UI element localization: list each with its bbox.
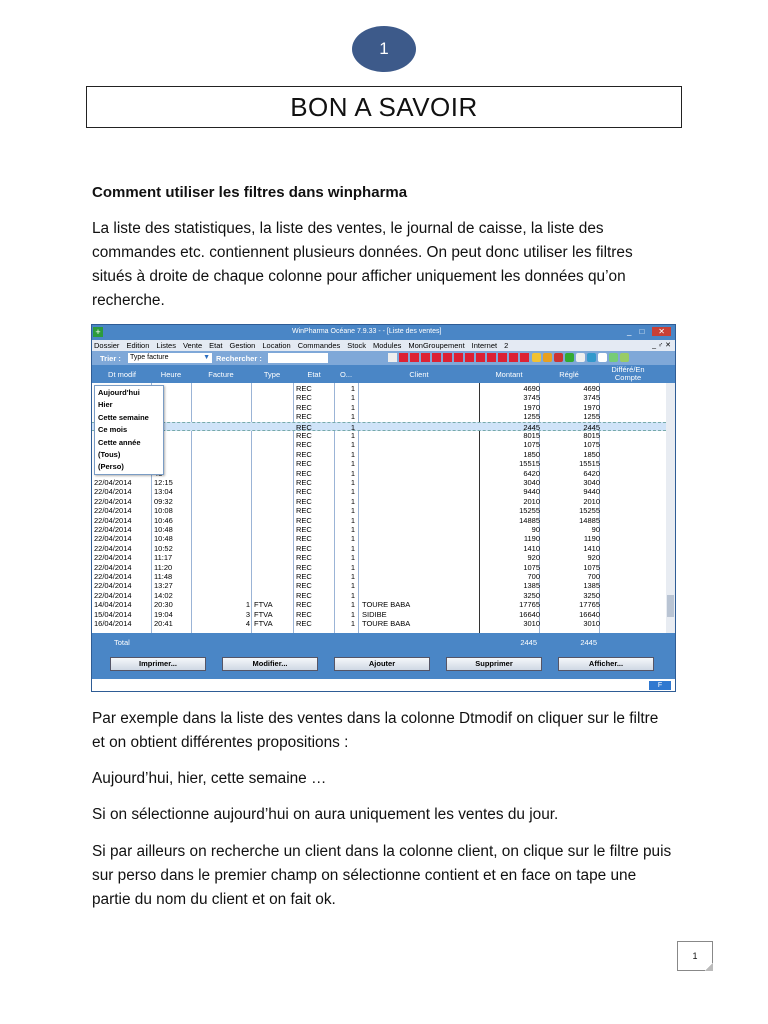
cell-type: FTVA <box>254 609 273 619</box>
cell-date: 22/04/2014 <box>94 581 132 591</box>
cell-o: 1 <box>350 496 355 506</box>
table-row[interactable] <box>92 610 666 619</box>
cell-regle: 1410 <box>583 543 600 553</box>
cell-type: FTVA <box>254 600 273 610</box>
cell-date: 22/04/2014 <box>94 525 132 534</box>
table-row[interactable] <box>92 506 666 515</box>
table-row[interactable] <box>92 516 666 525</box>
cell-heure: 12:15 <box>154 478 173 487</box>
cell-regle: 3040 <box>583 478 600 487</box>
go-icon[interactable] <box>565 353 574 362</box>
add-button[interactable]: Ajouter <box>334 657 430 671</box>
cell-o: 1 <box>350 562 355 572</box>
col-heure[interactable]: Heure <box>160 370 182 379</box>
cell-montant: 1385 <box>523 581 540 591</box>
delete-button[interactable]: Supprimer <box>446 657 542 671</box>
mdi-controls[interactable]: _ ♂ ✕ <box>652 342 671 349</box>
cell-o: 1 <box>350 412 355 422</box>
table-row[interactable] <box>92 534 666 543</box>
window-titlebar <box>92 325 675 340</box>
filter-icon-2[interactable] <box>410 353 419 362</box>
cell-montant: 14885 <box>519 515 540 525</box>
menu-bar <box>92 340 675 351</box>
stop-icon[interactable] <box>554 353 563 362</box>
toolbar-right-icons <box>532 353 629 362</box>
toolbar-icons <box>388 353 529 362</box>
today-paragraph: Si on sélectionne aujourd’hui on aura uniquement les ventes du jour. <box>92 806 559 823</box>
menu-item[interactable]: Dossier <box>94 341 120 350</box>
cell-regle: 3010 <box>583 619 600 628</box>
cell-o: 1 <box>350 402 355 412</box>
col-client[interactable]: Client <box>409 370 429 379</box>
vertical-scrollbar[interactable] <box>666 383 675 633</box>
cell-date: 22/04/2014 <box>94 534 132 544</box>
menu-item[interactable]: Stock <box>347 341 367 350</box>
cell-montant: 1075 <box>523 562 540 572</box>
cell-montant: 3250 <box>523 590 540 600</box>
cell-type: FTVA <box>254 619 273 628</box>
cell-etat: REC <box>296 525 312 534</box>
cell-regle: 4690 <box>583 384 600 393</box>
cell-montant: 8015 <box>523 431 540 440</box>
cell-montant: 1190 <box>523 534 540 544</box>
cell-client: TOURE BABA <box>362 600 411 610</box>
cell-etat: REC <box>296 543 312 553</box>
table-row[interactable] <box>92 422 666 431</box>
minimize-icon[interactable]: _ <box>627 327 632 336</box>
filter-icon-12[interactable] <box>520 353 529 362</box>
date-filter-dropdown <box>94 385 164 475</box>
filter-icon-4[interactable] <box>432 353 441 362</box>
sort-label: Trier : <box>100 354 121 363</box>
cell-montant: 2445 <box>523 422 540 432</box>
filter-option-this-year[interactable]: Cette année <box>98 437 141 447</box>
cell-etat: REC <box>296 581 312 591</box>
total-regle: 2445 <box>580 638 597 647</box>
filter-icon-6[interactable] <box>454 353 463 362</box>
cell-etat: REC <box>296 506 312 516</box>
cell-etat: REC <box>296 534 312 544</box>
cell-etat: REC <box>296 393 312 403</box>
cell-o: 1 <box>350 600 355 610</box>
cell-o: 1 <box>350 543 355 553</box>
print-icon[interactable] <box>388 353 397 362</box>
status-bar <box>92 679 676 692</box>
cell-o: 1 <box>350 534 355 544</box>
col-type[interactable]: Type <box>263 370 281 379</box>
table-row[interactable] <box>92 412 666 421</box>
window-title: WinPharma Océane 7.9.33 - - [Liste des ventes] <box>292 328 442 335</box>
cell-etat: REC <box>296 440 312 450</box>
search-label: Rechercher : <box>216 354 262 363</box>
total-bar <box>92 635 676 649</box>
table-row[interactable] <box>92 487 666 496</box>
filter-option-custom[interactable]: (Perso) <box>98 462 124 472</box>
cell-regle: 15515 <box>579 459 600 469</box>
page-icon[interactable] <box>576 353 585 362</box>
cell-o: 1 <box>350 506 355 516</box>
table-row[interactable] <box>92 478 666 487</box>
button-bar <box>92 655 676 673</box>
filter-icon-1[interactable] <box>399 353 408 362</box>
table-row[interactable] <box>92 544 666 553</box>
cell-client: TOURE BABA <box>362 619 411 628</box>
cell-facture: 4 <box>245 619 250 628</box>
menu-item[interactable]: MonGroupement <box>408 341 465 350</box>
cell-heure: 11:20 <box>154 562 173 572</box>
cell-montant: 1850 <box>523 449 540 459</box>
table-row[interactable] <box>92 450 666 459</box>
cell-etat: REC <box>296 572 312 581</box>
cell-date: 15/04/2014 <box>94 609 132 619</box>
cell-date: 14/04/2014 <box>94 600 132 610</box>
cell-heure: 11:17 <box>154 553 173 563</box>
cell-o: 1 <box>350 590 355 600</box>
cell-date: 22/04/2014 <box>94 572 132 581</box>
cell-montant: 1075 <box>523 440 540 450</box>
cell-etat: REC <box>296 515 312 525</box>
menu-item[interactable]: Etat <box>209 341 223 350</box>
search-input[interactable] <box>268 353 328 363</box>
cell-o: 1 <box>350 468 355 478</box>
cell-date: 22/04/2014 <box>94 506 132 516</box>
cell-regle: 920 <box>587 553 600 563</box>
cell-o: 1 <box>350 609 355 619</box>
cell-regle: 1850 <box>583 449 600 459</box>
filter-icon-5[interactable] <box>443 353 452 362</box>
cell-etat: REC <box>296 431 312 440</box>
table-row[interactable] <box>92 600 666 609</box>
cell-heure: 10:52 <box>154 543 173 553</box>
col-dtmodif[interactable]: Dt modif <box>108 370 136 379</box>
cell-regle: 90 <box>591 525 600 534</box>
cell-etat: REC <box>296 412 312 422</box>
client-filter-paragraph: Si par ailleurs on recherche un client dans la colonne client, on clique sur le filtre puis sur perso dans le premier champ on sélectionne contient et en face on tape une partie du nom du client et on fait ok. <box>92 843 672 908</box>
table-row[interactable] <box>92 553 666 562</box>
winpharma-screenshot <box>91 324 676 692</box>
sort-select[interactable] <box>128 353 212 363</box>
cell-o: 1 <box>350 515 355 525</box>
modify-button[interactable]: Modifier... <box>222 657 318 671</box>
table-row[interactable] <box>92 393 666 402</box>
cell-montant: 1255 <box>523 412 540 422</box>
col-differe[interactable]: Différé/En Compte <box>611 365 645 382</box>
cell-etat: REC <box>296 478 312 487</box>
cell-etat: REC <box>296 619 312 628</box>
close-icon[interactable]: ✕ <box>652 327 671 336</box>
globe-icon[interactable] <box>587 353 596 362</box>
cell-facture: 3 <box>245 609 250 619</box>
cell-regle: 9440 <box>583 487 600 497</box>
cell-heure: 11:48 <box>154 572 173 581</box>
cell-date: 22/04/2014 <box>94 562 132 572</box>
example-paragraph: Par exemple dans la liste des ventes dans la colonne Dtmodif on cliquer sur le filtre et on obtient différentes propositions : <box>92 710 659 751</box>
filter-icon-10[interactable] <box>498 353 507 362</box>
column-header-row <box>92 365 675 383</box>
cell-o: 1 <box>350 478 355 487</box>
cell-regle: 2010 <box>583 496 600 506</box>
cell-o: 1 <box>350 525 355 534</box>
cell-regle: 16640 <box>579 609 600 619</box>
cell-etat: REC <box>296 468 312 478</box>
cell-heure: 13:27 <box>154 581 173 591</box>
filter-option-this-week[interactable]: Cette semaine <box>98 412 149 422</box>
cell-heure: 19:04 <box>154 609 173 619</box>
filter-icon-11[interactable] <box>509 353 518 362</box>
footer-page-number: 1 <box>677 941 713 971</box>
cell-date: 22/04/2014 <box>94 515 132 525</box>
cell-regle: 1970 <box>583 402 600 412</box>
menu-item[interactable]: Internet <box>471 341 498 350</box>
cell-montant: 700 <box>527 572 540 581</box>
cell-regle: 17765 <box>579 600 600 610</box>
cell-montant: 3010 <box>523 619 540 628</box>
cell-regle: 8015 <box>583 431 600 440</box>
cell-o: 1 <box>350 487 355 497</box>
sales-grid <box>92 383 666 633</box>
cell-o: 1 <box>350 422 355 432</box>
cell-etat: REC <box>296 496 312 506</box>
table-row[interactable] <box>92 591 666 600</box>
cell-o: 1 <box>350 449 355 459</box>
cell-montant: 2010 <box>523 496 540 506</box>
cell-etat: REC <box>296 562 312 572</box>
cell-regle: 6420 <box>583 468 600 478</box>
cell-montant: 3040 <box>523 478 540 487</box>
cell-etat: REC <box>296 402 312 412</box>
cell-regle: 14885 <box>579 515 600 525</box>
cell-montant: 3745 <box>523 393 540 403</box>
col-montant[interactable]: Montant <box>495 370 523 379</box>
cell-regle: 700 <box>587 572 600 581</box>
intro-paragraph: La liste des statistiques, la liste des ventes, le journal de caisse, la liste des commandes etc. contiennent plusieurs données. On peut donc utiliser les filtres situés à droite de chaque colonne pour afficher uniquement les données qu’on recherche. <box>92 220 633 309</box>
options-paragraph: Aujourd’hui, hier, cette semaine … <box>92 770 327 787</box>
table-row[interactable] <box>92 497 666 506</box>
cell-etat: REC <box>296 487 312 497</box>
maximize-icon[interactable]: □ <box>639 327 645 336</box>
cell-etat: REC <box>296 422 312 432</box>
filter-option-yesterday[interactable]: Hier <box>98 400 113 410</box>
cell-montant: 6420 <box>523 468 540 478</box>
app-logo-icon: + <box>93 327 103 337</box>
menu-item[interactable]: Listes <box>156 341 176 350</box>
table-row[interactable] <box>92 403 666 412</box>
cell-facture: 1 <box>245 600 250 610</box>
cell-montant: 17765 <box>519 600 540 610</box>
menu-item[interactable]: Edition <box>126 341 150 350</box>
cell-montant: 9440 <box>523 487 540 497</box>
page-title: BON A SAVOIR <box>86 86 682 128</box>
cell-o: 1 <box>350 393 355 403</box>
table-row[interactable] <box>92 619 666 628</box>
display-button[interactable]: Afficher... <box>558 657 654 671</box>
cell-regle: 15255 <box>579 506 600 516</box>
cell-regle: 3745 <box>583 393 600 403</box>
cell-regle: 1190 <box>583 534 600 544</box>
table-row[interactable] <box>92 469 666 478</box>
cell-montant: 90 <box>531 525 540 534</box>
cell-date: 22/04/2014 <box>94 487 132 497</box>
total-label: Total <box>114 638 130 647</box>
table-row[interactable] <box>92 440 666 449</box>
cell-heure: 14:02 <box>154 590 173 600</box>
status-f-indicator: F <box>649 681 671 690</box>
cell-heure: 10:48 <box>154 525 173 534</box>
cell-etat: REC <box>296 609 312 619</box>
table-row[interactable] <box>92 431 666 440</box>
col-facture[interactable]: Facture <box>208 370 234 379</box>
info-icon[interactable] <box>620 353 629 362</box>
mail-icon[interactable] <box>598 353 607 362</box>
page-number-badge: 1 <box>352 26 416 72</box>
filter-icon-8[interactable] <box>476 353 485 362</box>
folder-icon[interactable] <box>532 353 541 362</box>
table-row[interactable] <box>92 563 666 572</box>
help-icon[interactable] <box>609 353 618 362</box>
cell-regle: 1075 <box>583 562 600 572</box>
menu-item[interactable]: Gestion <box>229 341 256 350</box>
cell-o: 1 <box>350 459 355 469</box>
cell-o: 1 <box>350 440 355 450</box>
cell-date: 22/04/2014 <box>94 590 132 600</box>
filter-icon-9[interactable] <box>487 353 496 362</box>
filter-icon-3[interactable] <box>421 353 430 362</box>
cell-montant: 4690 <box>523 384 540 393</box>
cell-etat: REC <box>296 590 312 600</box>
col-o[interactable]: O... <box>339 370 353 379</box>
chart-icon[interactable] <box>543 353 552 362</box>
sort-value: Type facture <box>130 354 169 361</box>
menu-item[interactable]: Commandes <box>297 341 341 350</box>
cell-o: 1 <box>350 619 355 628</box>
cell-o: 1 <box>350 431 355 440</box>
cell-heure: 10:48 <box>154 534 173 544</box>
filter-icon-7[interactable] <box>465 353 474 362</box>
print-button[interactable]: Imprimer... <box>110 657 206 671</box>
cell-etat: REC <box>296 459 312 469</box>
cell-regle: 1255 <box>583 412 600 422</box>
col-etat[interactable]: Etat <box>307 370 321 379</box>
cell-date: 22/04/2014 <box>94 543 132 553</box>
table-row[interactable] <box>92 459 666 468</box>
cell-etat: REC <box>296 384 312 393</box>
cell-montant: 920 <box>527 553 540 563</box>
menu-item[interactable]: 2 <box>504 341 509 350</box>
cell-date: 16/04/2014 <box>94 619 132 628</box>
cell-etat: REC <box>296 449 312 459</box>
cell-o: 1 <box>350 553 355 563</box>
cell-date: 22/04/2014 <box>94 496 132 506</box>
cell-client: SIDIBE <box>362 609 387 619</box>
cell-regle: 2445 <box>583 422 600 432</box>
chevron-down-icon: ▼ <box>203 354 210 361</box>
cell-o: 1 <box>350 572 355 581</box>
cell-heure: 09:32 <box>154 496 173 506</box>
cell-etat: REC <box>296 553 312 563</box>
section-heading: Comment utiliser les filtres dans winpharma <box>92 184 408 201</box>
toolbar <box>92 351 675 365</box>
cell-heure: 13:04 <box>154 487 173 497</box>
cell-heure: 20:30 <box>154 600 173 610</box>
cell-etat: REC <box>296 600 312 610</box>
cell-heure: 10:08 <box>154 506 173 516</box>
cell-date: 22/04/2014 <box>94 553 132 563</box>
col-regle[interactable]: Réglé <box>559 370 579 379</box>
table-row[interactable] <box>92 572 666 581</box>
cell-heure: 20:41 <box>154 619 173 628</box>
menu-item[interactable]: Location <box>262 341 291 350</box>
table-row[interactable] <box>92 525 666 534</box>
cell-regle: 3250 <box>583 590 600 600</box>
cell-heure: 10:46 <box>154 515 173 525</box>
cell-date: 22/04/2014 <box>94 478 132 487</box>
cell-montant: 15515 <box>519 459 540 469</box>
filter-option-today[interactable]: Aujourd'hui <box>98 388 140 397</box>
filter-option-all[interactable]: (Tous) <box>98 449 121 459</box>
cell-montant: 16640 <box>519 609 540 619</box>
cell-montant: 1410 <box>523 543 540 553</box>
table-row[interactable] <box>92 581 666 590</box>
cell-montant: 15255 <box>519 506 540 516</box>
cell-regle: 1385 <box>583 581 600 591</box>
menu-item[interactable]: Vente <box>182 341 203 350</box>
table-row[interactable] <box>92 384 666 393</box>
cell-o: 1 <box>350 384 355 393</box>
menu-item[interactable]: Modules <box>373 341 402 350</box>
total-montant: 2445 <box>520 638 537 647</box>
cell-o: 1 <box>350 581 355 591</box>
filter-option-this-month[interactable]: Ce mois <box>98 425 128 435</box>
cell-montant: 1970 <box>523 402 540 412</box>
cell-regle: 1075 <box>583 440 600 450</box>
